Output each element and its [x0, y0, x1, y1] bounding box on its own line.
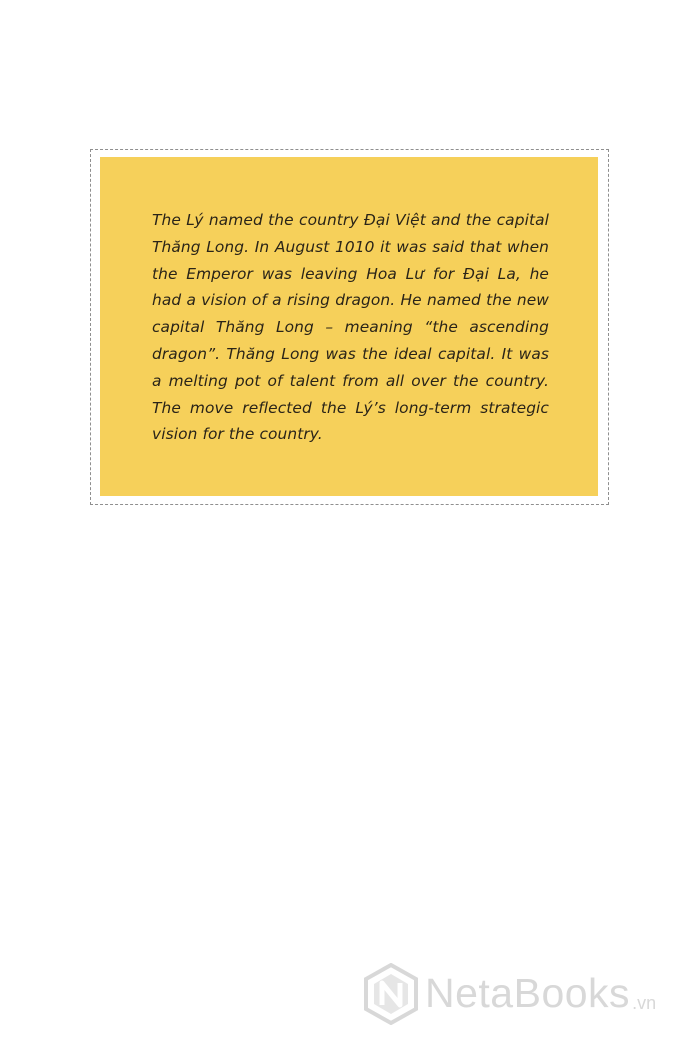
watermark-brand: NetaBooks [425, 969, 631, 1016]
passage-frame [90, 149, 609, 505]
netabooks-logo-icon [363, 963, 419, 1025]
watermark-suffix: .vn [632, 992, 657, 1013]
highlight-box [100, 157, 598, 496]
passage-text: The Lý named the country Đại Việt and the capital Thăng Long. In August 1010 it was said that when the Emperor was leaving Hoa Lư for Đại La, he had a vision of a rising dragon. He named the new capital Thăng Long – meaning “the ascending dragon”. Thăng Long was the ideal capital. It was a melting pot of talent from all over the country. The move reflected the Lý’s long-term strategic vision for the country. [152, 211, 549, 444]
watermark [363, 962, 656, 1026]
